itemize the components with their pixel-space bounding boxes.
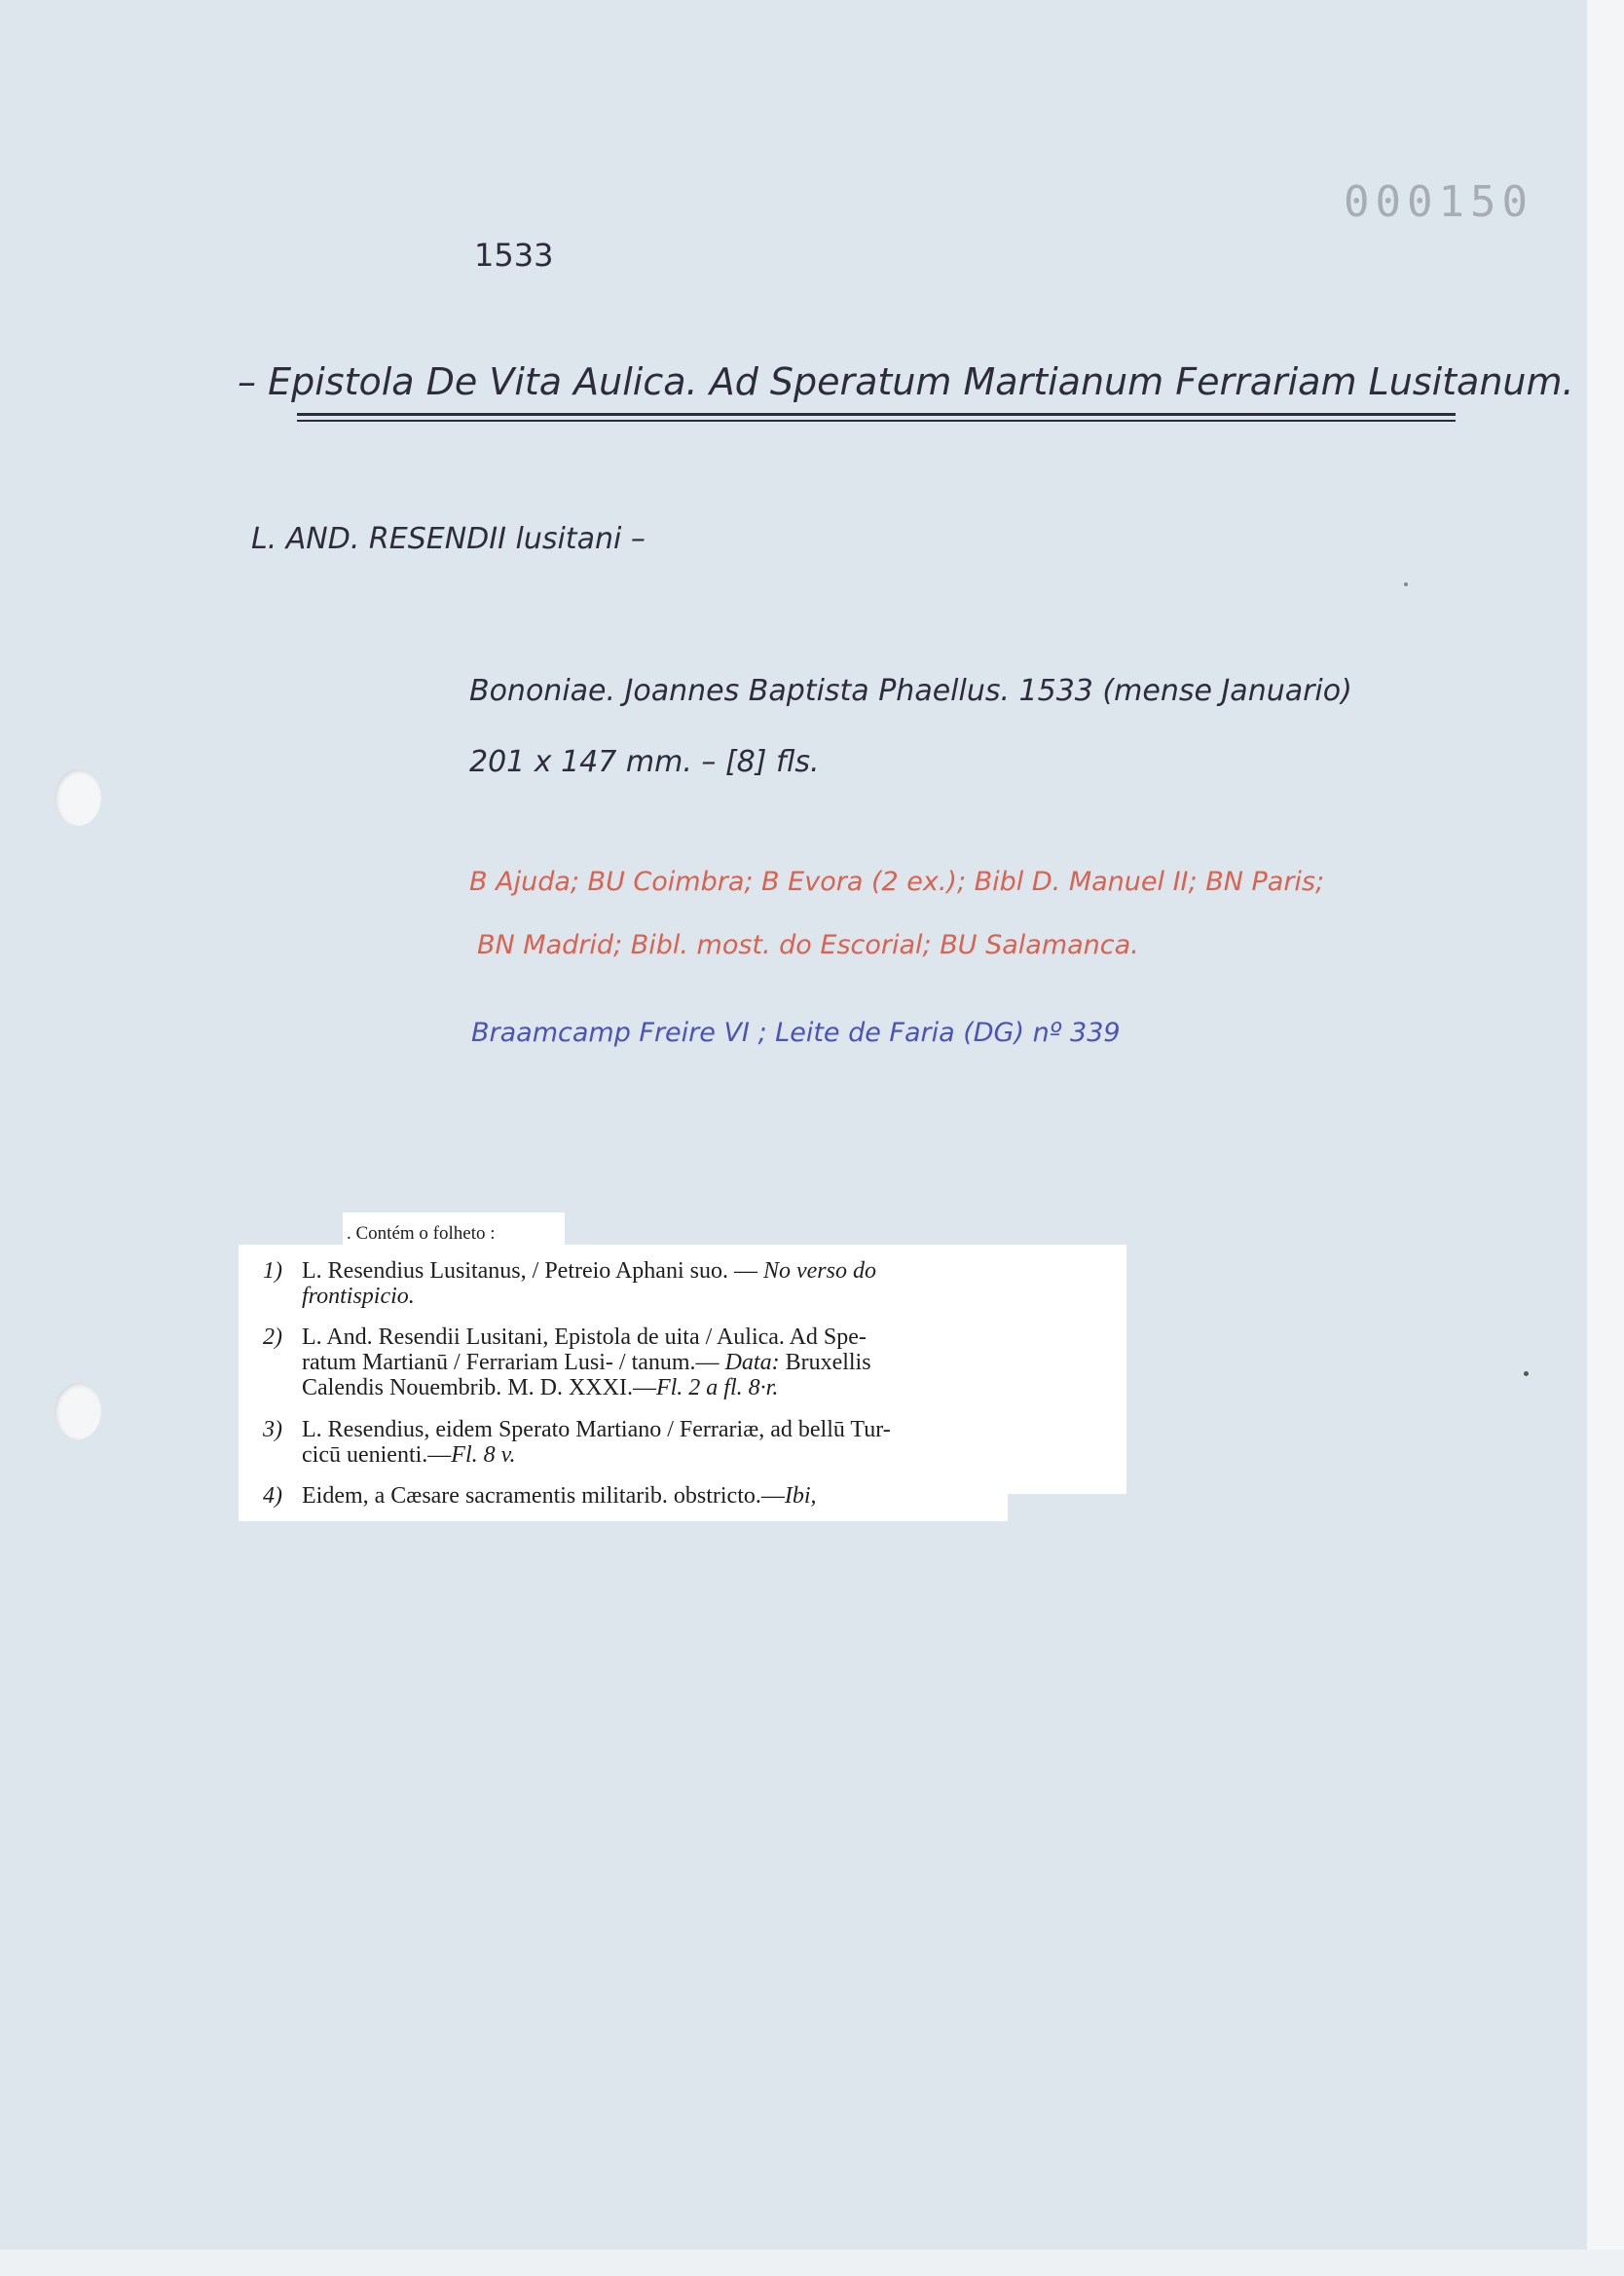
scan-edge-bottom bbox=[0, 2250, 1624, 2276]
locations-line-2: BN Madrid; Bibl. most. do Escorial; BU Salamanca. bbox=[477, 930, 1139, 960]
entry-number: 4) bbox=[263, 1483, 282, 1509]
entry-number: 3) bbox=[263, 1417, 282, 1442]
entry-text-italic: Ibi, bbox=[784, 1483, 817, 1509]
clipping-entry-4 bbox=[263, 1483, 817, 1509]
entry-text: Eidem, a Cæsare sacramentis militarib. obstricto.— bbox=[302, 1483, 785, 1509]
entry-text: Bruxellis bbox=[779, 1350, 871, 1375]
title-underline-second bbox=[297, 420, 1456, 422]
clipping-entry-1 bbox=[263, 1258, 876, 1309]
entry-text-italic: Fl. 2 a fl. 8·r. bbox=[655, 1375, 779, 1400]
year: 1533 bbox=[474, 237, 554, 274]
entry-text-italic: No verso do bbox=[757, 1258, 876, 1284]
title-underline bbox=[297, 413, 1456, 416]
punch-hole-top bbox=[55, 769, 101, 826]
speck bbox=[1404, 582, 1408, 586]
entry-text-italic: Data: bbox=[719, 1350, 780, 1375]
entry-text-italic: frontispicio. bbox=[302, 1284, 415, 1309]
clipping-entry-2 bbox=[263, 1325, 871, 1400]
speck bbox=[1524, 1371, 1529, 1376]
entry-text: L. And. Resendii Lusitani, Epistola de uita / Aulica. Ad Spe- bbox=[302, 1325, 867, 1350]
entry-text: L. Resendius, eidem Sperato Martiano / Ferrariæ, ad bellū Tur- bbox=[302, 1417, 891, 1442]
clipping-entry-3 bbox=[263, 1417, 891, 1468]
scan-edge-right bbox=[1587, 0, 1624, 2276]
author: L. AND. RESENDII lusitani – bbox=[251, 522, 646, 556]
entry-number: 1) bbox=[263, 1258, 282, 1284]
entry-text: cicū uenienti.— bbox=[302, 1442, 452, 1468]
locations-line-1: B Ajuda; BU Coimbra; B Evora (2 ex.); Bibl D. Manuel II; BN Paris; bbox=[469, 867, 1325, 897]
stamp-number: 000150 bbox=[1344, 177, 1533, 227]
clipping-heading: . Contém o folheto : bbox=[347, 1223, 496, 1244]
entry-text-italic: Fl. 8 v. bbox=[451, 1442, 516, 1468]
entry-text: ratum Martianū / Ferrariam Lusi- / tanum.— bbox=[302, 1350, 720, 1375]
entry-text: Calendis Nouembrib. M. D. XXXI.— bbox=[302, 1375, 656, 1400]
format: 201 x 147 mm. – [8] fls. bbox=[469, 745, 820, 779]
entry-number: 2) bbox=[263, 1325, 282, 1350]
references: Braamcamp Freire VI ; Leite de Faria (DG) nº 339 bbox=[471, 1018, 1121, 1048]
title: – Epistola De Vita Aulica. Ad Speratum Martianum Ferrariam Lusitanum. bbox=[238, 360, 1574, 403]
imprint: Bononiae. Joannes Baptista Phaellus. 1533 (mense Januario) bbox=[469, 674, 1352, 708]
entry-text: L. Resendius Lusitanus, / Petreio Aphani suo. — bbox=[302, 1258, 757, 1284]
punch-hole-bottom bbox=[55, 1383, 101, 1439]
